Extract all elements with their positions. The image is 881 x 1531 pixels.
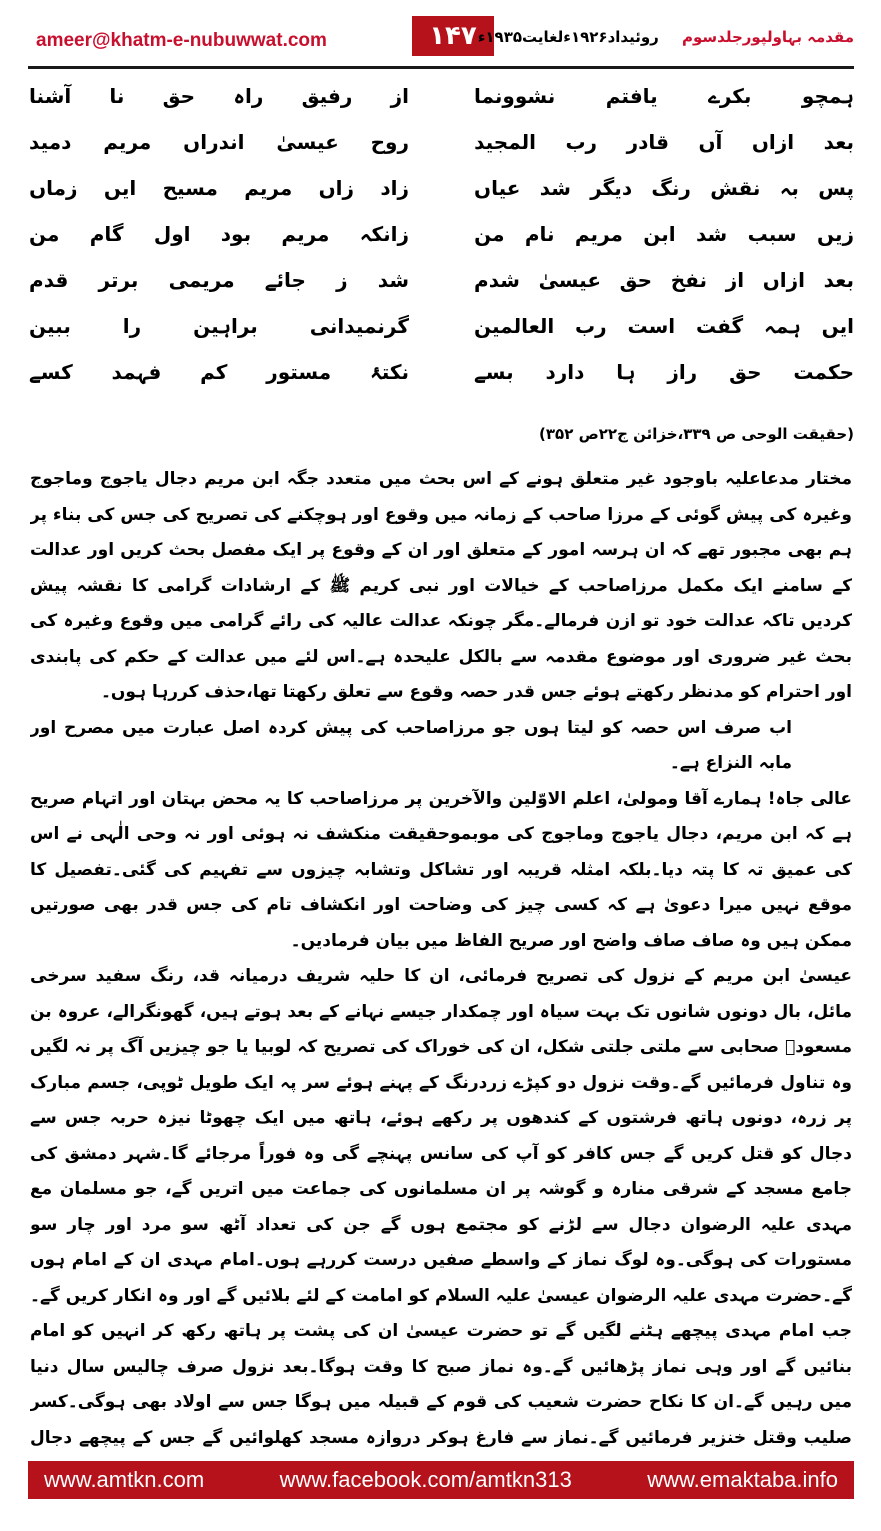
poem-word: ازاں (751, 130, 795, 154)
page-header (28, 14, 854, 64)
prose-body (30, 462, 852, 1452)
footer-link-facebook[interactable]: www.facebook.com/amtkn313 (279, 1467, 572, 1492)
poem-verse (28, 268, 854, 308)
poem-hemistich-second (29, 314, 409, 338)
header-email[interactable]: ameer@khatm-e-nubuwwat.com (36, 30, 327, 51)
poem-word: پس (818, 176, 854, 200)
poem-word: یافتم (605, 84, 658, 108)
poem-word: العالمین (474, 314, 555, 338)
poem-word: مریمی (168, 268, 235, 292)
footer-link-amtkn[interactable]: www.amtkn.com (44, 1467, 205, 1492)
poem-word: نفخ (670, 268, 708, 292)
poem-word: از (725, 268, 745, 292)
poem-word: قدم (29, 268, 69, 292)
poem-verse (28, 222, 854, 262)
poem-word: بسے (474, 360, 514, 384)
poem-word: نشوونما (474, 84, 556, 108)
poem-word: المجید (474, 130, 536, 154)
poem-word: نکتۂ (369, 360, 409, 384)
poem-word: رب (575, 314, 607, 338)
poem-hemistich-first (474, 130, 854, 154)
poem-word: شد (696, 222, 728, 246)
book-years: روئیداد۱۹۲۶ءلغایت۱۹۳۵ء (477, 28, 659, 46)
poem-word: اول (153, 222, 191, 246)
poem-hemistich-second (29, 130, 409, 154)
poem-word: مریم (281, 222, 330, 246)
footer-link-emaktaba[interactable]: www.emaktaba.info (647, 1467, 838, 1492)
poem-word: ابن (643, 222, 676, 246)
poem-word: مسیح (162, 176, 218, 200)
poem-word: شد (377, 268, 409, 292)
poem-word: عیسیٰ (276, 130, 339, 154)
poem-word: گرنمیدانی (309, 314, 409, 338)
poem-word: مریم (103, 130, 152, 154)
poem-word: حق (619, 268, 653, 292)
poem-word: فہمد (111, 360, 162, 384)
poem-hemistich-first (474, 268, 854, 292)
poem-word: حق (729, 360, 762, 384)
poem-word: کم (200, 360, 228, 384)
poem-word: ازاں (762, 268, 805, 292)
book-title: مقدمہ بہاولپورجلدسوم (682, 28, 854, 46)
poem-word: ببین (29, 314, 71, 338)
poem-word: اندراں (183, 130, 245, 154)
poem-word: را (122, 314, 142, 338)
poem-citation: (حقیقت الوحی ص ۳۳۹،خزائن ج۲۲ص ۳۵۲) (539, 425, 854, 443)
poem-word: رنگ (651, 176, 691, 200)
poem-word: مریم (574, 222, 623, 246)
poem-hemistich-second (29, 268, 409, 292)
poem-hemistich-first (474, 222, 854, 246)
poem-hemistich-first (474, 176, 854, 200)
poem-word: ہمچو (801, 84, 854, 108)
poem-word: دمید (29, 130, 72, 154)
poem-word: عیاں (474, 176, 521, 200)
poem-word: زیں (816, 222, 854, 246)
poem-word: مستور (266, 360, 332, 384)
poem-verse (28, 314, 854, 354)
poem-word: بہ (779, 176, 799, 200)
poem-word: گفت (695, 314, 744, 338)
poem-word: جائے (264, 268, 306, 292)
poem-verse (28, 130, 854, 170)
poem-word: زاد (380, 176, 409, 200)
poem-word: آشنا (29, 84, 72, 108)
paragraph: مختار مدعاعلیہ باوجود غیر متعلق ہونے کے اس بحث میں متعدد جگہ ابن مریم دجال یاجوج وماجوج وغیرہ کی پیش گوئی کے مرزا صاحب کے زمانہ میں وقوع اور ہوچکنے کی تصریح کی جس کی بناء پر ہم بھی مجبور تھے کہ ان ہرسہ امور کے متعلق اور ان کے وقوع پر ایک مفصل بحث کریں اور عدالت کے سامنے ایک مکمل مرزاصاحب کے خیالات اور نبی کریم ﷺ کے ارشادات گرامی کا نقشہ پیش کردیں تاکہ عدالت خود تو ازن فرمالے۔مگر چونکہ عدالت عالیہ کی رائے گرامی میں وقوع وغیرہ کی بحث غیر ضروری اور موضوع مقدمہ سے بالکل علیحدہ ہے۔اس لئے میں عدالت کے حکم کی پابندی اور احترام کو مدنظر رکھتے ہوئے جس قدر حصہ وقوع سے تعلق رکھتا تھا،حذف کررہا ہوں۔ (30, 469, 852, 702)
poem-word: مریم (244, 176, 293, 200)
poem-word: دارد (545, 360, 585, 384)
poem-hemistich-second (29, 222, 409, 246)
poem-verse (28, 360, 854, 400)
poem-hemistich-first (474, 84, 854, 108)
poem-word: رب (565, 130, 598, 154)
poem-verse (28, 84, 854, 124)
running-head (478, 28, 854, 46)
poem-word: ہمہ (763, 314, 801, 338)
page-number: ۱۴۷ (412, 16, 494, 56)
poem-hemistich-first (474, 360, 854, 384)
poem-word: بعد (823, 268, 854, 292)
poem-word: شدم (474, 268, 520, 292)
poem-word: کسے (29, 360, 73, 384)
poem-word: برتر (98, 268, 139, 292)
poem-word: راز (667, 360, 698, 384)
poem-word: حق (162, 84, 196, 108)
poem-word: نقش (710, 176, 761, 200)
poem-word: روح (370, 130, 409, 154)
poem-hemistich-second (29, 176, 409, 200)
poem-word: بعد (823, 130, 854, 154)
page-footer (28, 1461, 854, 1499)
poem-word: زاں (318, 176, 355, 200)
poem-word: گام (89, 222, 124, 246)
poem-word: بکرے (708, 84, 752, 108)
poem-word: آں (698, 130, 723, 154)
poem-word: عیسیٰ (538, 268, 601, 292)
poem-hemistich-second (29, 360, 409, 384)
poem-word: بود (220, 222, 252, 246)
poem-word: ایں (821, 314, 854, 338)
poem-word: از (390, 84, 409, 108)
poem-word: نام (524, 222, 555, 246)
poem-word: ہا (616, 360, 636, 384)
poem-verse (28, 176, 854, 216)
poem-word: ایں (103, 176, 137, 200)
poem-hemistich-second (29, 84, 409, 108)
paragraph: اب صرف اس حصہ کو لیتا ہوں جو مرزاصاحب کی پیش کردہ اصل عبارت میں مصرح اور مابہ النزاع ہے۔ (30, 717, 792, 773)
poem-word: رفیق (301, 84, 353, 108)
paragraph: عالی جاہ! ہمارے آقا ومولیٰ، اعلم الاوّلین والآخرین پر مرزاصاحب کا یہ محض بہتان اور اتہام صریح ہے کہ ابن مریم، دجال یاجوج وماجوج کی موبموحقیقت منکشف نہ ہوئی اور نہ وحی الٰہی نے اس کی عمیق تہ کا پتہ دیا۔بلکہ امثلہ قریبہ اور تشاکل وتشابہ چیزوں سے تفہیم کی گئی۔تفصیل کا موقع نہیں میرا دعویٰ ہے کہ کسی چیز کی وضاحت اور انکشاف تام کی جس قدر بھی صورتیں ممکن ہیں وہ صاف صاف واضح اور صریح الفاظ میں بیان فرمادیں۔ (30, 788, 852, 951)
poem-word: دیگر (590, 176, 633, 200)
poem-hemistich-first (474, 314, 854, 338)
poem-word: حکمت (793, 360, 854, 384)
poem-word: ز (336, 268, 348, 292)
poem-word: براہین (193, 314, 258, 338)
poem-word: راہ (233, 84, 264, 108)
poem-word: زانکہ (359, 222, 409, 246)
poem-word: نا (109, 84, 125, 108)
poem-word: زماں (29, 176, 78, 200)
paragraph: عیسیٰ ابن مریم کے نزول کی تصریح فرمائی، ان کا حلیہ شریف درمیانہ قد، رنگ سفید سرخی مائل، بال دونوں شانوں تک بہت سیاہ اور چمکدار جیسے نہانے کے بعد ہوتے ہیں، گھونگرالے، عروہ بن مسعودؓ صحابی سے ملتی جلتی شکل، ان کی خوراک کی تصریح کہ لوبیا یا جو چیزیں آگ پر نہ لگیں وہ تناول فرمائیں گے۔وقت نزول دو کپڑے زردرنگ کے پہنے ہوئے سر پہ ایک طویل ٹوپی، جسم مبارک پر زرہ، دونوں ہاتھ فرشتوں کے کندھوں پر رکھے ہوئے، ہاتھ میں ایک چھوٹا نیزہ حربہ جس سے دجال کو قتل کریں گے جس کافر کو آپ کی سانس پہنچے گی وہ فوراً مرجائے گا۔شہر دمشق کی جامع مسجد کے شرقی منارہ و گوشہ پر ان مسلمانوں کی جماعت میں اتریں گے، جو مسلمان مع مہدی علیہ الرضوان دجال سے لڑنے کو مجتمع ہوں گے جن کی تعداد آٹھ سو مرد اور چار سو مستورات کی ہوگی۔وہ لوگ نماز کے واسطے صفیں درست کررہے ہوں۔امام مہدی ان کے امام ہوں گے۔حضرت مہدی علیہ الرضوان عیسیٰ علیہ السلام کو امامت کے لئے بلائیں گے اور وہ انکار کریں گے۔جب امام مہدی پیچھے ہٹنے لگیں گے تو حضرت عیسیٰ ان کی پشت پر ہاتھ رکھ کر انہیں کو امام بنائیں گے اور وہی نماز پڑھائیں گے۔وہ نماز صبح کا وقت ہوگا۔بعد نزول صرف چالیس سال دنیا میں رہیں گے۔ان کا نکاح حضرت شعیب کی قوم کے قبیلہ میں ہوگا جس سے اولاد بھی ہوگی۔کسر صلیب وقتل خنزیر فرمائیں گے۔نماز سے فارغ ہوکر دروازہ مسجد کھلوائیں گے جس کے پیچھے دجال (30, 966, 852, 1448)
poem-word: قادر (626, 130, 669, 154)
poem-word: من (474, 222, 505, 246)
header-rule (28, 66, 854, 69)
poem-block (28, 84, 854, 414)
poem-word: شد (539, 176, 571, 200)
poem-word: سبب (747, 222, 797, 246)
poem-word: است (627, 314, 676, 338)
poem-word: من (29, 222, 60, 246)
